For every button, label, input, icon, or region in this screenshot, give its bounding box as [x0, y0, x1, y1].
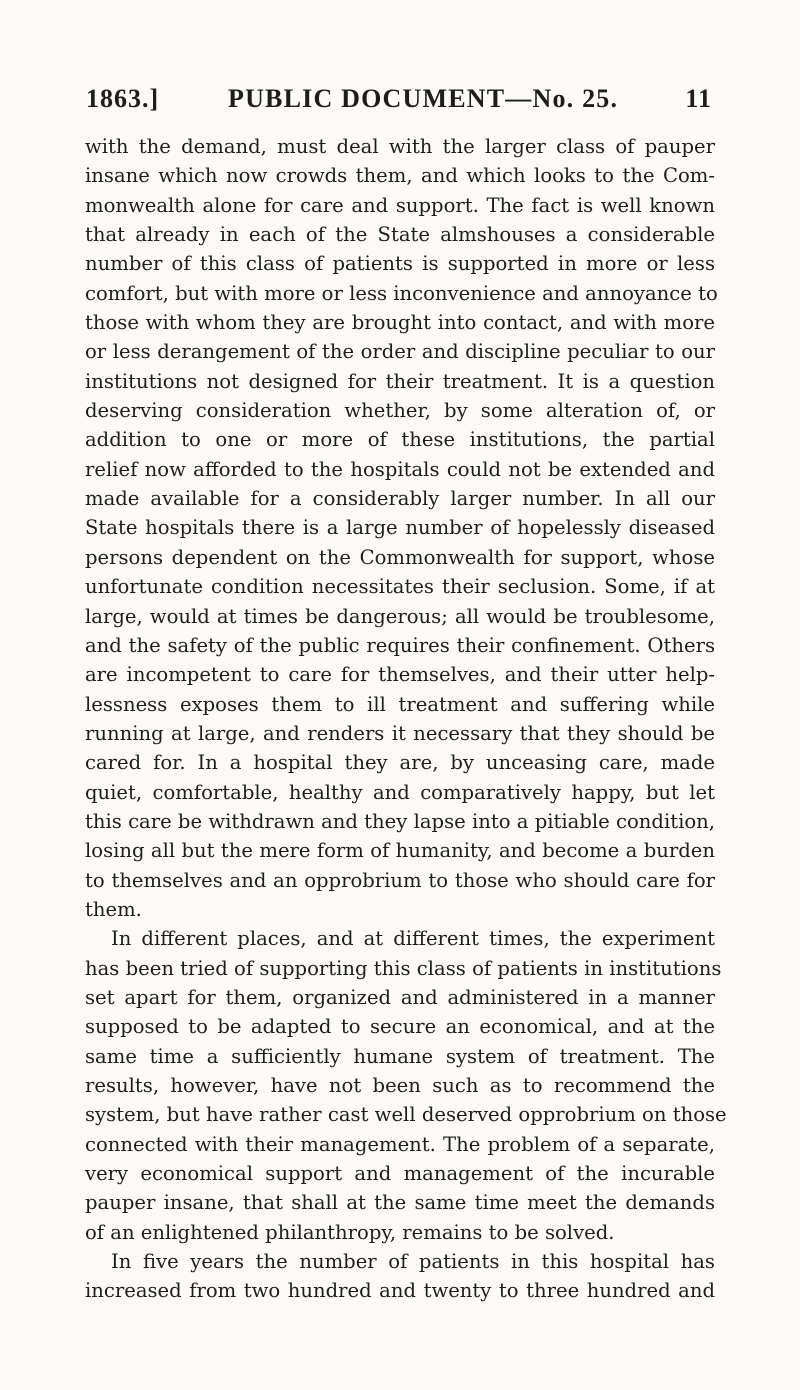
text-line: monwealth alone for care and support. The fact is well known — [85, 193, 715, 217]
text-line: institutions not designed for their treatment. It is a question — [85, 369, 715, 393]
text-line: made available for a considerably larger number. In all our — [85, 487, 715, 511]
running-header — [86, 84, 712, 120]
text-line: In different places, and at different times, the experiment — [111, 927, 715, 951]
text-line: insane which now crowds them, and which looks to the Com- — [85, 164, 715, 188]
text-line: losing all but the mere form of humanity, and become a burden — [85, 839, 715, 863]
text-line: this care be withdrawn and they lapse into a pitiable condition, — [85, 809, 715, 833]
text-line: number of this class of patients is supported in more or less — [85, 252, 715, 276]
text-line: quiet, comfortable, healthy and comparatively happy, but let — [85, 780, 715, 804]
text-line: addition to one or more of these institutions, the partial — [85, 428, 715, 452]
body-text — [85, 132, 727, 1306]
text-line: those with whom they are brought into contact, and with more — [85, 311, 715, 335]
header-year: 1863.] — [86, 84, 160, 113]
page-number: 11 — [685, 84, 712, 113]
text-line: very economical support and management of the incurable — [85, 1162, 715, 1186]
text-line: and the safety of the public requires their confinement. Others — [85, 633, 715, 657]
text-line: to themselves and an opprobrium to those who should care for — [85, 868, 715, 892]
text-line: lessness exposes them to ill treatment and suffering while — [85, 692, 715, 716]
text-line: running at large, and renders it necessary that they should be — [85, 721, 715, 745]
text-line: that already in each of the State almshouses a considerable — [85, 223, 715, 247]
text-line: relief now afforded to the hospitals could not be extended and — [85, 457, 715, 481]
text-line: unfortunate condition necessitates their seclusion. Some, if at — [85, 575, 715, 599]
text-line: persons dependent on the Commonwealth for support, whose — [85, 545, 715, 569]
text-line: State hospitals there is a large number of hopelessly diseased — [85, 516, 715, 540]
text-line: connected with their management. The problem of a separate, — [85, 1132, 715, 1156]
text-line: deserving consideration whether, by some alteration of, or — [85, 399, 715, 423]
text-line: comfort, but with more or less inconvenience and annoyance to — [85, 281, 718, 305]
text-line: increased from two hundred and twenty to three hundred and — [85, 1279, 715, 1303]
text-line: supposed to be adapted to secure an economical, and at the — [85, 1015, 715, 1039]
text-line: results, however, have not been such as to recommend the — [85, 1074, 715, 1097]
text-line: large, would at times be dangerous; all would be troublesome, — [85, 604, 715, 628]
text-line: has been tried of supporting this class of patients in institutions — [85, 956, 722, 980]
text-line: with the demand, must deal with the larger class of pauper — [85, 135, 715, 158]
text-line: of an enlightened philanthropy, remains to be solved. — [85, 1220, 615, 1244]
text-line: pauper insane, that shall at the same time meet the demands — [85, 1191, 715, 1215]
text-line: system, but have rather cast well deserved opprobrium on those — [85, 1103, 727, 1127]
header-title: PUBLIC DOCUMENT—No. 25. — [228, 84, 619, 113]
text-line: In five years the number of patients in this hospital has — [111, 1250, 715, 1274]
text-line: are incompetent to care for themselves, and their utter help- — [85, 663, 715, 687]
text-line: cared for. In a hospital they are, by unceasing care, made — [85, 751, 715, 775]
text-line: same time a sufficiently humane system of treatment. The — [85, 1044, 715, 1068]
text-line: set apart for them, organized and administered in a manner — [85, 985, 715, 1009]
text-line: them. — [85, 897, 142, 921]
text-line: or less derangement of the order and discipline peculiar to our — [85, 340, 715, 364]
